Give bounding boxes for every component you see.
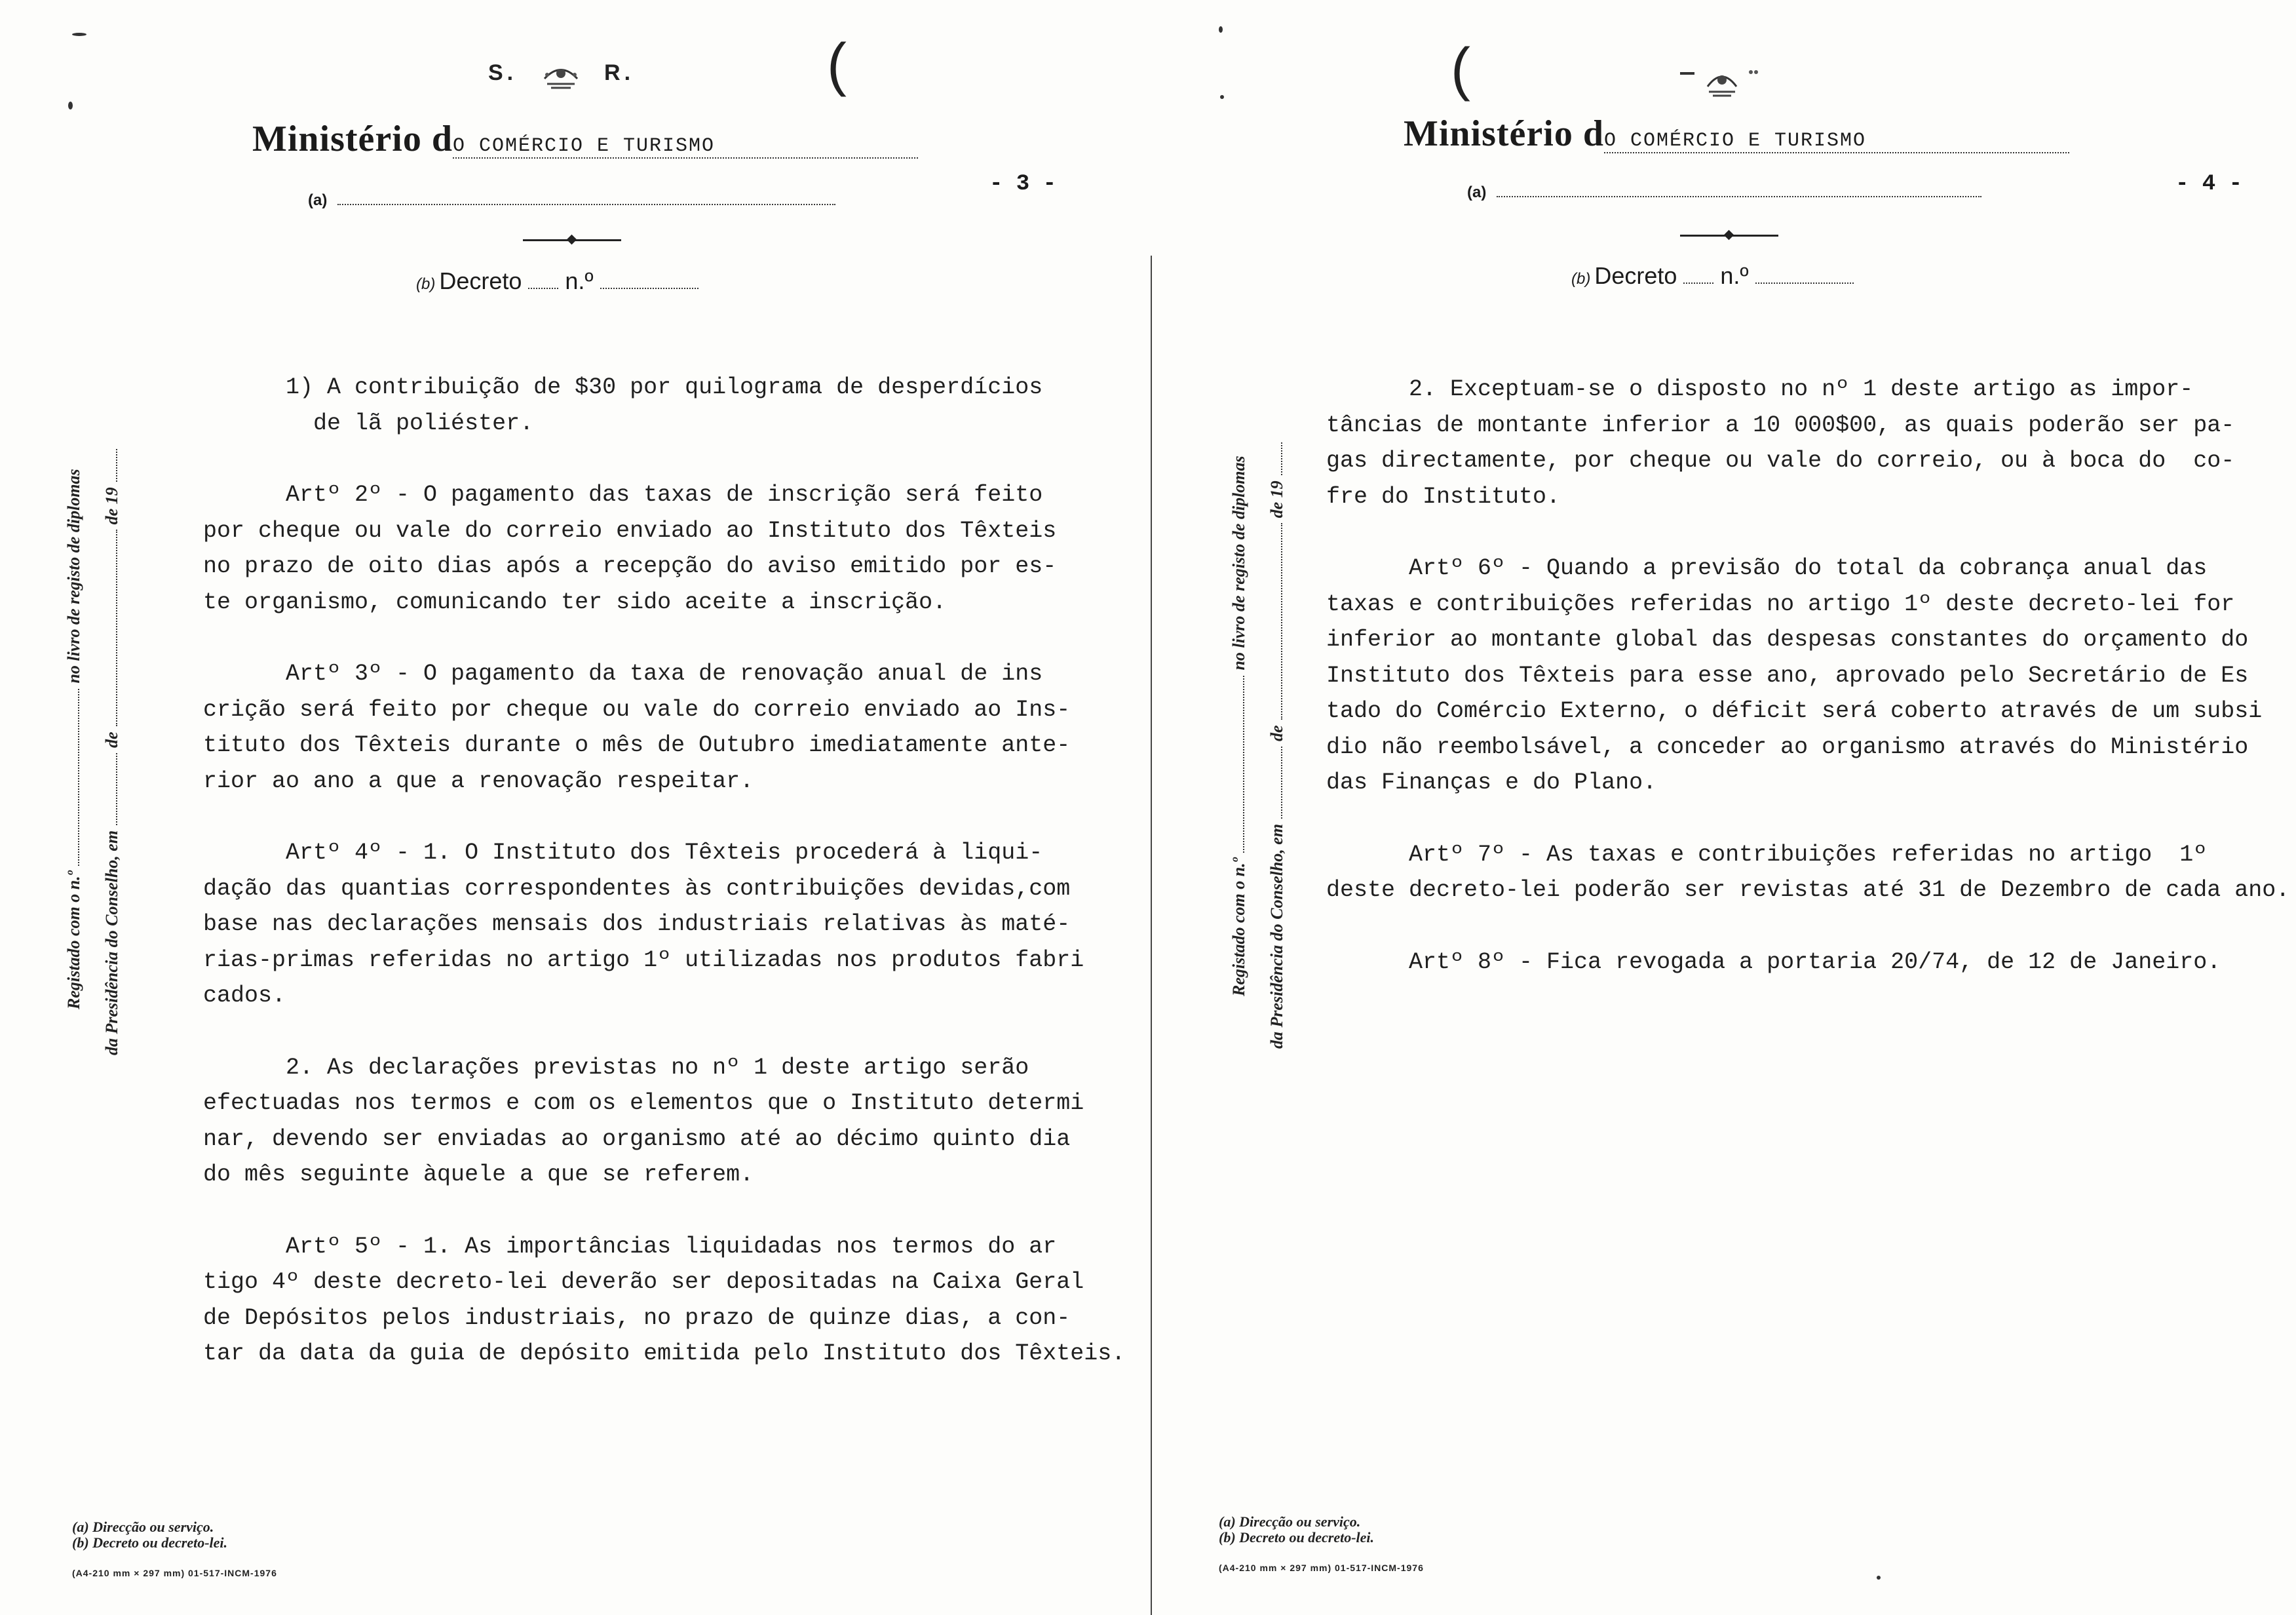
registry-book-label: no livro de registo de diplomas [1229, 456, 1248, 671]
separator [1680, 235, 1778, 237]
registry-margin-line-2 [1267, 437, 1287, 1049]
paragraph-1: 1) A contribuição de $30 por quilograma de desperdícios de lã poliéster. [286, 374, 1043, 437]
footnote-b: (b) Decreto ou decreto-lei. [1219, 1529, 1375, 1546]
footnote-a: (a) Direcção ou serviço. [72, 1519, 214, 1535]
field-a-dots [337, 199, 835, 205]
registry-day-blank [112, 753, 117, 825]
registry-de-label: de [102, 731, 121, 748]
ministry-heading [252, 118, 918, 160]
header-sr [488, 58, 634, 90]
registry-year-blank [1277, 442, 1282, 475]
registry-date-label: da Presidência do Conselho, em [102, 830, 121, 1055]
header-r: R. [604, 60, 635, 85]
registry-margin-line-2 [102, 444, 122, 1055]
scan-speck [68, 102, 73, 109]
registry-book-label: no livro de registo de diplomas [64, 469, 83, 684]
footnote-a: (a) Direcção ou serviço. [1219, 1513, 1361, 1530]
paragraph-3: Artº 7º - As taxas e contribuições referidas no artigo 1º deste decreto-lei poderão ser revistas até 31 de Dezembro de cada ano. [1326, 841, 2290, 903]
registry-margin-line-1 [1229, 456, 1249, 996]
divider-line [1151, 256, 1152, 1615]
scan-speck [1219, 26, 1223, 33]
separator [523, 239, 621, 241]
decreto-word: Decreto [1594, 262, 1677, 289]
footnote-b: (b) Decreto ou decreto-lei. [72, 1534, 228, 1551]
paper-mark-icon: ( [827, 32, 847, 98]
ministry-fill: O COMÉRCIO E TURISMO [1604, 130, 2069, 153]
paragraph-2: Artº 2º - O pagamento das taxas de inscrição será feito por cheque ou vale do correio enviado ao Instituto dos Têxteis no prazo de oito dias após a recepção do aviso emitido por es- te organismo, comunicando ter sido aceite a inscrição. [203, 482, 1057, 615]
paragraph-3: Artº 3º - O pagamento da taxa de renovação anual de ins crição será feito por cheque ou vale do correio enviado ao Ins- tituto dos Têxteis durante o mês de Outubro imediatamente ante- rior ao ano a que a renovação respeitar. [203, 661, 1071, 794]
decreto-label: (b) [416, 275, 436, 293]
decreto-no: n.º [1720, 262, 1749, 289]
registry-de-label: de [1267, 725, 1286, 741]
body-text [1326, 372, 2289, 1016]
registry-year-label: de 19 [1267, 480, 1286, 518]
decreto-label: (b) [1571, 270, 1591, 288]
registry-day-blank [1277, 747, 1282, 819]
field-a [308, 191, 835, 210]
ministry-fill: O COMÉRCIO E TURISMO [453, 135, 918, 159]
paragraph-2: Artº 6º - Quando a previsão do total da cobrança anual das taxas e contribuições referidas no artigo 1º deste decreto-lei for inferior ao montante global das despesas constantes do orçamento do Instituto dos Têxteis para esse ano, aprovado pelo Secretário de Es tado do Comércio Externo, o déficit será coberto através de um subsi dio não reembolsável, a conceder ao organismo através do Ministério das Finanças e do Plano. [1326, 555, 2263, 796]
decreto-line [1571, 262, 1860, 290]
paragraph-1: 2. Exceptuam-se o disposto no nº 1 deste artigo as impor- tâncias de montante inferior a 10 000$00, as quais poderão ser pa- gas directamente, por cheque ou vale do correio, ou à boca do co- fre do Instituto. [1326, 376, 2235, 510]
footnotes [72, 1519, 277, 1581]
decreto-number-blank [1755, 277, 1854, 284]
header-s: S. [488, 60, 518, 85]
registry-margin-line-1 [64, 469, 84, 1009]
registry-year-label: de 19 [102, 487, 121, 525]
registry-label: Registado com o n.º [64, 870, 83, 1009]
form-code: (A4-210 mm × 297 mm) 01-517-INCM-1976 [1219, 1563, 1424, 1573]
paper-mark-icon: ( [1451, 37, 1470, 102]
decreto-line [416, 267, 705, 295]
registry-year-blank [112, 449, 117, 482]
scan-speck [72, 33, 86, 36]
ministry-prefix: Ministério d [252, 119, 453, 159]
crest-icon [1680, 60, 1759, 100]
field-a [1467, 184, 1981, 202]
ministry-prefix: Ministério d [1404, 113, 1604, 154]
registry-date-label: da Presidência do Conselho, em [1267, 823, 1286, 1049]
registry-month-blank [1277, 523, 1282, 720]
ministry-heading [1404, 113, 2069, 155]
decreto-number-blank [600, 282, 698, 289]
field-a-dots [1497, 191, 1981, 197]
body-text [203, 370, 1125, 1408]
registry-number-blank [1239, 676, 1244, 853]
decreto-blank [1683, 277, 1713, 284]
decreto-blank [528, 282, 558, 289]
paragraph-4: Artº 8º - Fica revogada a portaria 20/74, de 12 de Janeiro. [1326, 948, 2221, 975]
page-number: - 4 - [2175, 172, 2243, 197]
separator-diamond [1724, 230, 1734, 241]
crest-icon [538, 58, 584, 90]
scan-speck [1877, 1576, 1881, 1580]
separator-diamond [567, 235, 577, 245]
page-right [1156, 0, 2296, 1615]
page-divider [1148, 0, 1156, 1615]
form-code: (A4-210 mm × 297 mm) 01-517-INCM-1976 [72, 1568, 277, 1578]
footnotes [1219, 1514, 1424, 1576]
registry-month-blank [112, 530, 117, 726]
field-a-label: (a) [308, 191, 328, 209]
paragraph-5: 2. As declarações previstas no nº 1 deste artigo serão efectuadas nos termos e com os elementos que o Instituto determi nar, devendo ser enviadas ao organismo até ao décimo quinto dia do mês seguinte àquele a que se referem. [203, 1054, 1084, 1188]
paragraph-4: Artº 4º - 1. O Instituto dos Têxteis procederá à liqui- dação das quantias correspondentes às contribuições devidas,com base nas declarações mensais dos industriais relativas às maté- rias-primas referidas no artigo 1º utilizadas nos produtos fabri cados. [203, 840, 1084, 1009]
field-a-label: (a) [1467, 184, 1487, 201]
decreto-no: n.º [565, 267, 594, 294]
page-number: - 3 - [989, 172, 1057, 197]
paragraph-6: Artº 5º - 1. As importâncias liquidadas nos termos do ar tigo 4º deste decreto-lei deverão ser depositadas na Caixa Geral de Depósitos pelos industriais, no prazo de quinze dias, a con- tar da data da guia de depósito emitida pelo Instituto dos Têxteis. [203, 1233, 1126, 1367]
decreto-word: Decreto [439, 267, 522, 294]
registry-number-blank [74, 689, 79, 866]
registry-label: Registado com o n.º [1229, 857, 1248, 996]
scan-speck [1220, 95, 1224, 99]
